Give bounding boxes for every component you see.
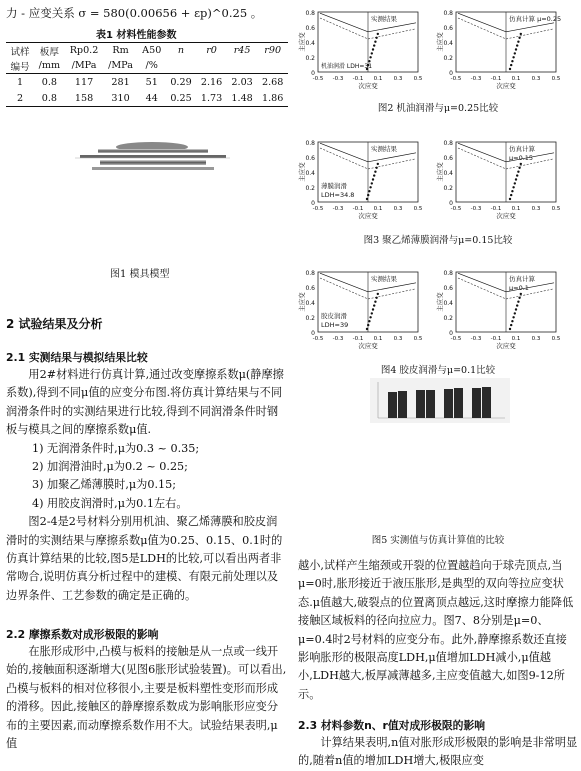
strain-point	[514, 52, 516, 54]
strain-point	[515, 48, 517, 50]
strain-point	[368, 320, 370, 322]
strain-point	[373, 304, 375, 306]
y-tick-label: 0.4	[305, 170, 315, 177]
th: A50	[142, 45, 162, 56]
strain-point	[375, 297, 377, 299]
td: 0.25	[170, 92, 192, 104]
sec21-para2: 图2-4是2号材料分别用机油、聚乙烯薄膜和胶皮润滑时的实测结果与摩擦系数μ值为0.25、0.15、0.1时的仿真计算结果的比较,图5是LDH的比较,可以看出两者非常吻合,说明仿真分析过程中的建模、有限元前处理以及边界条件、工艺参数的确定是正确的。	[6, 515, 283, 602]
lubrication-list	[6, 440, 288, 514]
sec23-para: 计算结果表明,n值对胀形成形极限的影响是非常明显的,随着n值的增加LDH增大,极限应变	[298, 736, 578, 768]
strain-point	[375, 167, 377, 169]
td: 1.86	[262, 92, 284, 104]
strain-point	[516, 304, 518, 306]
strain-point	[514, 312, 516, 314]
panel-label-mu: μ=0.15	[509, 154, 534, 162]
x-axis-label: 次应变	[496, 82, 516, 90]
td: 158	[74, 92, 94, 104]
y-tick-label: 0.6	[443, 285, 453, 292]
list-item: 3) 加聚乙烯薄膜时,μ为0.15;	[32, 478, 177, 492]
td: 44	[145, 92, 158, 104]
panel-label-measured: 实测结果	[371, 145, 397, 153]
strain-point	[367, 194, 369, 196]
x-tick-label: 0.1	[511, 206, 521, 212]
right-para1: 越小,试样产生缩颈或开裂的位置越趋向于球壳顶点,当μ=0时,胀形接近于液压胀形,是典型的双向等拉应变状态.μ值越大,破裂点的位置离顶点越远,这时摩擦力能降低接触区域板料的径向拉应力。图7、8分别是μ=0、μ=0.4时2号材料的应变分布。此外,静摩擦系数还直接影响胀形的极限高度LDH,μ值增加LDH减小,μ值越小,LDH越大,板厚减薄越多,主应变值越大,如图9-12所示。	[298, 559, 574, 701]
y-tick-label: 0.2	[305, 185, 315, 192]
th	[166, 58, 197, 74]
strain-point	[515, 308, 517, 310]
panel-label-simulation: 仿真计算	[509, 275, 535, 283]
strain-point	[510, 64, 512, 66]
y-tick-label: 0.2	[305, 55, 315, 62]
panel-label-ldh: LDH=34.8	[321, 191, 355, 199]
th: 试样	[10, 46, 30, 58]
x-tick-label: -0.5	[450, 76, 462, 82]
panel-label-mu: μ=0.1	[509, 284, 529, 292]
th: 编号	[10, 61, 30, 73]
strain-point	[372, 178, 374, 180]
strain-point	[517, 301, 519, 303]
strain-point	[371, 52, 373, 54]
x-tick-label: 0.5	[551, 206, 561, 212]
strain-point	[373, 174, 375, 176]
y-axis-label: 主应变	[298, 32, 306, 52]
panel-label-measured: 实测结果	[371, 15, 397, 23]
panel-label-simulation: 仿真计算 μ=0.25	[509, 15, 562, 23]
strain-point	[517, 41, 519, 43]
y-tick-label: 0.6	[305, 25, 315, 32]
strain-point	[372, 48, 374, 50]
strain-point	[371, 182, 373, 184]
y-tick-label: 0	[311, 70, 315, 77]
x-tick-label: -0.1	[490, 336, 502, 342]
x-tick-label: 0.5	[413, 206, 423, 212]
strain-point	[368, 190, 370, 192]
section2-title: 2 试验结果及分析	[6, 317, 103, 331]
y-tick-label: 0.8	[305, 270, 315, 277]
y-tick-label: 0.8	[305, 10, 315, 17]
th: r0	[206, 45, 217, 56]
strain-point	[509, 198, 511, 200]
td: 1.73	[200, 92, 223, 104]
td: 51	[145, 76, 158, 88]
y-axis-label: 主应变	[298, 292, 306, 312]
fig1-caption: 图1 模具模型	[110, 269, 170, 280]
strain-point	[374, 171, 376, 173]
th: /MPa	[108, 60, 133, 71]
th: n	[177, 45, 185, 56]
x-tick-label: -0.3	[332, 76, 344, 82]
strain-point	[512, 56, 514, 58]
x-tick-label: -0.3	[470, 76, 482, 82]
th: 板厚	[39, 46, 59, 58]
strain-point	[377, 163, 379, 165]
x-tick-label: -0.3	[332, 336, 344, 342]
y-tick-label: 0	[449, 70, 453, 77]
strain-point	[374, 301, 376, 303]
sec22-title: 2.2 摩擦系数对成形极限的影响	[6, 628, 159, 641]
strain-point	[369, 56, 371, 58]
x-axis-label: 次应变	[358, 342, 378, 350]
table-row	[6, 74, 288, 91]
strain-point	[517, 171, 519, 173]
td: 0.8	[41, 76, 58, 88]
strain-point	[372, 308, 374, 310]
th: /%	[145, 60, 158, 71]
list-item: 4) 用胶皮润滑时,μ为0.1左右。	[32, 496, 188, 510]
td: 0.8	[41, 92, 58, 104]
td: 0.29	[170, 76, 192, 88]
y-tick-label: 0.8	[443, 270, 453, 277]
x-tick-label: -0.1	[352, 206, 364, 212]
th: r90	[264, 45, 282, 56]
td: 2	[16, 92, 24, 104]
list-item: 1) 无润滑条件时,μ为0.3 ~ 0.35;	[32, 441, 200, 455]
y-tick-label: 0	[449, 200, 453, 207]
panel-label-lubricant: 胶皮润滑	[321, 312, 347, 320]
sec21-title: 2.1 实测结果与模拟结果比较	[6, 351, 148, 364]
x-axis-label: 次应变	[358, 212, 378, 220]
x-tick-label: -0.5	[312, 76, 324, 82]
table1-title: 表1 材料性能参数	[96, 30, 177, 41]
y-tick-label: 0.6	[305, 155, 315, 162]
strain-point	[369, 316, 371, 318]
td: 310	[111, 92, 130, 104]
th	[227, 58, 258, 74]
strain-point	[520, 33, 522, 35]
sec21-para1: 用2#材料进行仿真计算,通过改变摩擦系数μ(静摩擦系数),得到不同μ值的应变分布图.将仿真计算结果与不同润滑条件时的实测结果进行比较,得到不同润滑条件时钢板与模具之间的摩擦系数μ值.	[6, 368, 284, 437]
table1-grid	[6, 43, 288, 107]
top-formula: 力 - 应变关系 σ = 580(0.00656 + εp)^0.25 。	[6, 6, 263, 20]
th: Rp0.2	[69, 45, 99, 56]
figures-2-4	[298, 4, 578, 404]
td: 2.03	[231, 76, 253, 88]
x-tick-label: 0.5	[551, 76, 561, 82]
th: Rm	[112, 45, 129, 56]
strain-point	[518, 297, 520, 299]
y-tick-label: 0.4	[305, 40, 315, 47]
sec21-body	[6, 366, 288, 605]
fig3-caption: 图3 聚乙烯薄膜润滑与μ=0.15比较	[363, 235, 513, 246]
x-axis-label: 次应变	[358, 82, 378, 90]
y-axis-label: 主应变	[436, 32, 444, 52]
strain-point	[366, 328, 368, 330]
y-tick-label: 0	[311, 330, 315, 337]
x-tick-label: -0.1	[352, 336, 364, 342]
sec22-body	[6, 643, 288, 753]
y-tick-label: 0.4	[443, 300, 453, 307]
strain-point	[518, 37, 520, 39]
panel-label-lubricant: 机油润滑 LDH=31	[321, 63, 373, 70]
y-tick-label: 0.4	[443, 170, 453, 177]
x-axis-label: 次应变	[496, 342, 516, 350]
strain-point	[520, 163, 522, 165]
y-axis-label: 主应变	[436, 162, 444, 182]
panel-label-simulation: 仿真计算	[509, 145, 535, 153]
strain-point	[377, 33, 379, 35]
x-tick-label: 0.3	[393, 336, 403, 342]
fig5-caption: 图5 实测值与仿真计算值的比较	[371, 535, 505, 546]
th: /mm	[38, 60, 61, 71]
strain-point	[520, 293, 522, 295]
y-tick-label: 0.4	[443, 40, 453, 47]
x-tick-label: 0.1	[373, 336, 383, 342]
strain-point	[511, 320, 513, 322]
y-tick-label: 0.4	[305, 300, 315, 307]
fig5-bar-image	[370, 378, 510, 423]
panel-label-measured: 实测结果	[371, 275, 397, 283]
x-tick-label: 0.5	[413, 336, 423, 342]
x-tick-label: 0.3	[531, 206, 541, 212]
th: r45	[233, 45, 251, 56]
right-body	[298, 557, 578, 704]
die-model-image	[70, 138, 235, 178]
x-tick-label: -0.1	[490, 206, 502, 212]
strain-point	[509, 68, 511, 70]
td: 1.48	[231, 92, 253, 104]
y-tick-label: 0.2	[443, 55, 453, 62]
x-tick-label: 0.5	[413, 76, 423, 82]
td: 1	[16, 76, 24, 88]
y-tick-label: 0.8	[443, 10, 453, 17]
strain-point	[514, 182, 516, 184]
x-tick-label: 0.1	[373, 206, 383, 212]
strain-point	[366, 198, 368, 200]
strain-point	[377, 293, 379, 295]
strain-point	[512, 316, 514, 318]
strain-point	[510, 324, 512, 326]
strain-point	[371, 312, 373, 314]
x-tick-label: -0.3	[470, 336, 482, 342]
x-axis-label: 次应变	[496, 212, 516, 220]
y-tick-label: 0.8	[443, 140, 453, 147]
x-tick-label: 0.1	[511, 336, 521, 342]
strain-point	[516, 174, 518, 176]
x-tick-label: 0.3	[531, 76, 541, 82]
strain-point	[511, 60, 513, 62]
td: 2.16	[200, 76, 223, 88]
strain-point	[374, 41, 376, 43]
strain-point	[510, 194, 512, 196]
x-tick-label: -0.5	[450, 336, 462, 342]
x-tick-label: -0.3	[470, 206, 482, 212]
fig2-caption: 图2 机油润滑与μ=0.25比较	[377, 103, 499, 114]
list-item: 2) 加润滑油时,μ为0.2 ~ 0.25;	[32, 460, 188, 474]
sec22-para: 在胀形成形中,凸模与板料的接触是从一点或一线开始的,接触面积逐渐增大(见图6胀形试验装置)。可以看出,凸模与板料的相对位移很小,主要是板料塑性变形而形成的滑移。因此,接触区的静摩擦系数成为影响胀形应变分布的主要因素,而动摩擦系数作用不大。试验结果表明,μ值	[6, 645, 287, 751]
strain-point	[511, 190, 513, 192]
panel-label-ldh: LDH=39	[321, 321, 349, 329]
x-tick-label: -0.3	[332, 206, 344, 212]
y-tick-label: 0	[449, 330, 453, 337]
strain-point	[518, 167, 520, 169]
y-axis-label: 主应变	[436, 292, 444, 312]
x-tick-label: 0.1	[373, 76, 383, 82]
strain-point	[512, 186, 514, 188]
strain-point	[373, 44, 375, 46]
strain-point	[369, 186, 371, 188]
strain-point	[515, 178, 517, 180]
y-tick-label: 0.6	[443, 25, 453, 32]
strain-point	[509, 328, 511, 330]
table-row	[6, 90, 288, 107]
table1-header-row-2	[6, 58, 288, 74]
td: 117	[74, 76, 94, 88]
td: 2.68	[262, 76, 284, 88]
th	[257, 58, 288, 74]
y-tick-label: 0	[311, 200, 315, 207]
y-tick-label: 0.2	[305, 315, 315, 322]
x-tick-label: 0.5	[551, 336, 561, 342]
sec23-body	[298, 734, 578, 771]
x-tick-label: 0.3	[393, 206, 403, 212]
x-tick-label: 0.3	[393, 76, 403, 82]
y-tick-label: 0.6	[443, 155, 453, 162]
y-tick-label: 0.6	[305, 285, 315, 292]
strain-point	[516, 44, 518, 46]
x-tick-label: -0.5	[312, 206, 324, 212]
x-tick-label: -0.1	[490, 76, 502, 82]
table1	[6, 42, 288, 107]
x-tick-label: 0.3	[531, 336, 541, 342]
y-axis-label: 主应变	[298, 162, 306, 182]
y-tick-label: 0.2	[443, 315, 453, 322]
strain-point	[367, 324, 369, 326]
td: 281	[111, 76, 130, 88]
panel-label-lubricant: 薄膜润滑	[321, 182, 347, 190]
table1-header-row-1	[6, 43, 288, 58]
y-tick-label: 0.2	[443, 185, 453, 192]
x-tick-label: -0.5	[312, 336, 324, 342]
y-tick-label: 0.8	[305, 140, 315, 147]
fld-plots-svg	[298, 4, 578, 404]
fig4-caption: 图4 胶皮润滑与μ=0.1比较	[380, 365, 496, 376]
th: /MPa	[71, 60, 97, 71]
x-tick-label: -0.5	[450, 206, 462, 212]
strain-point	[375, 37, 377, 39]
th	[196, 58, 227, 74]
x-tick-label: 0.1	[511, 76, 521, 82]
sec23-title: 2.3 材料参数n、r值对成形极限的影响	[298, 719, 486, 732]
x-tick-label: -0.1	[352, 76, 364, 82]
